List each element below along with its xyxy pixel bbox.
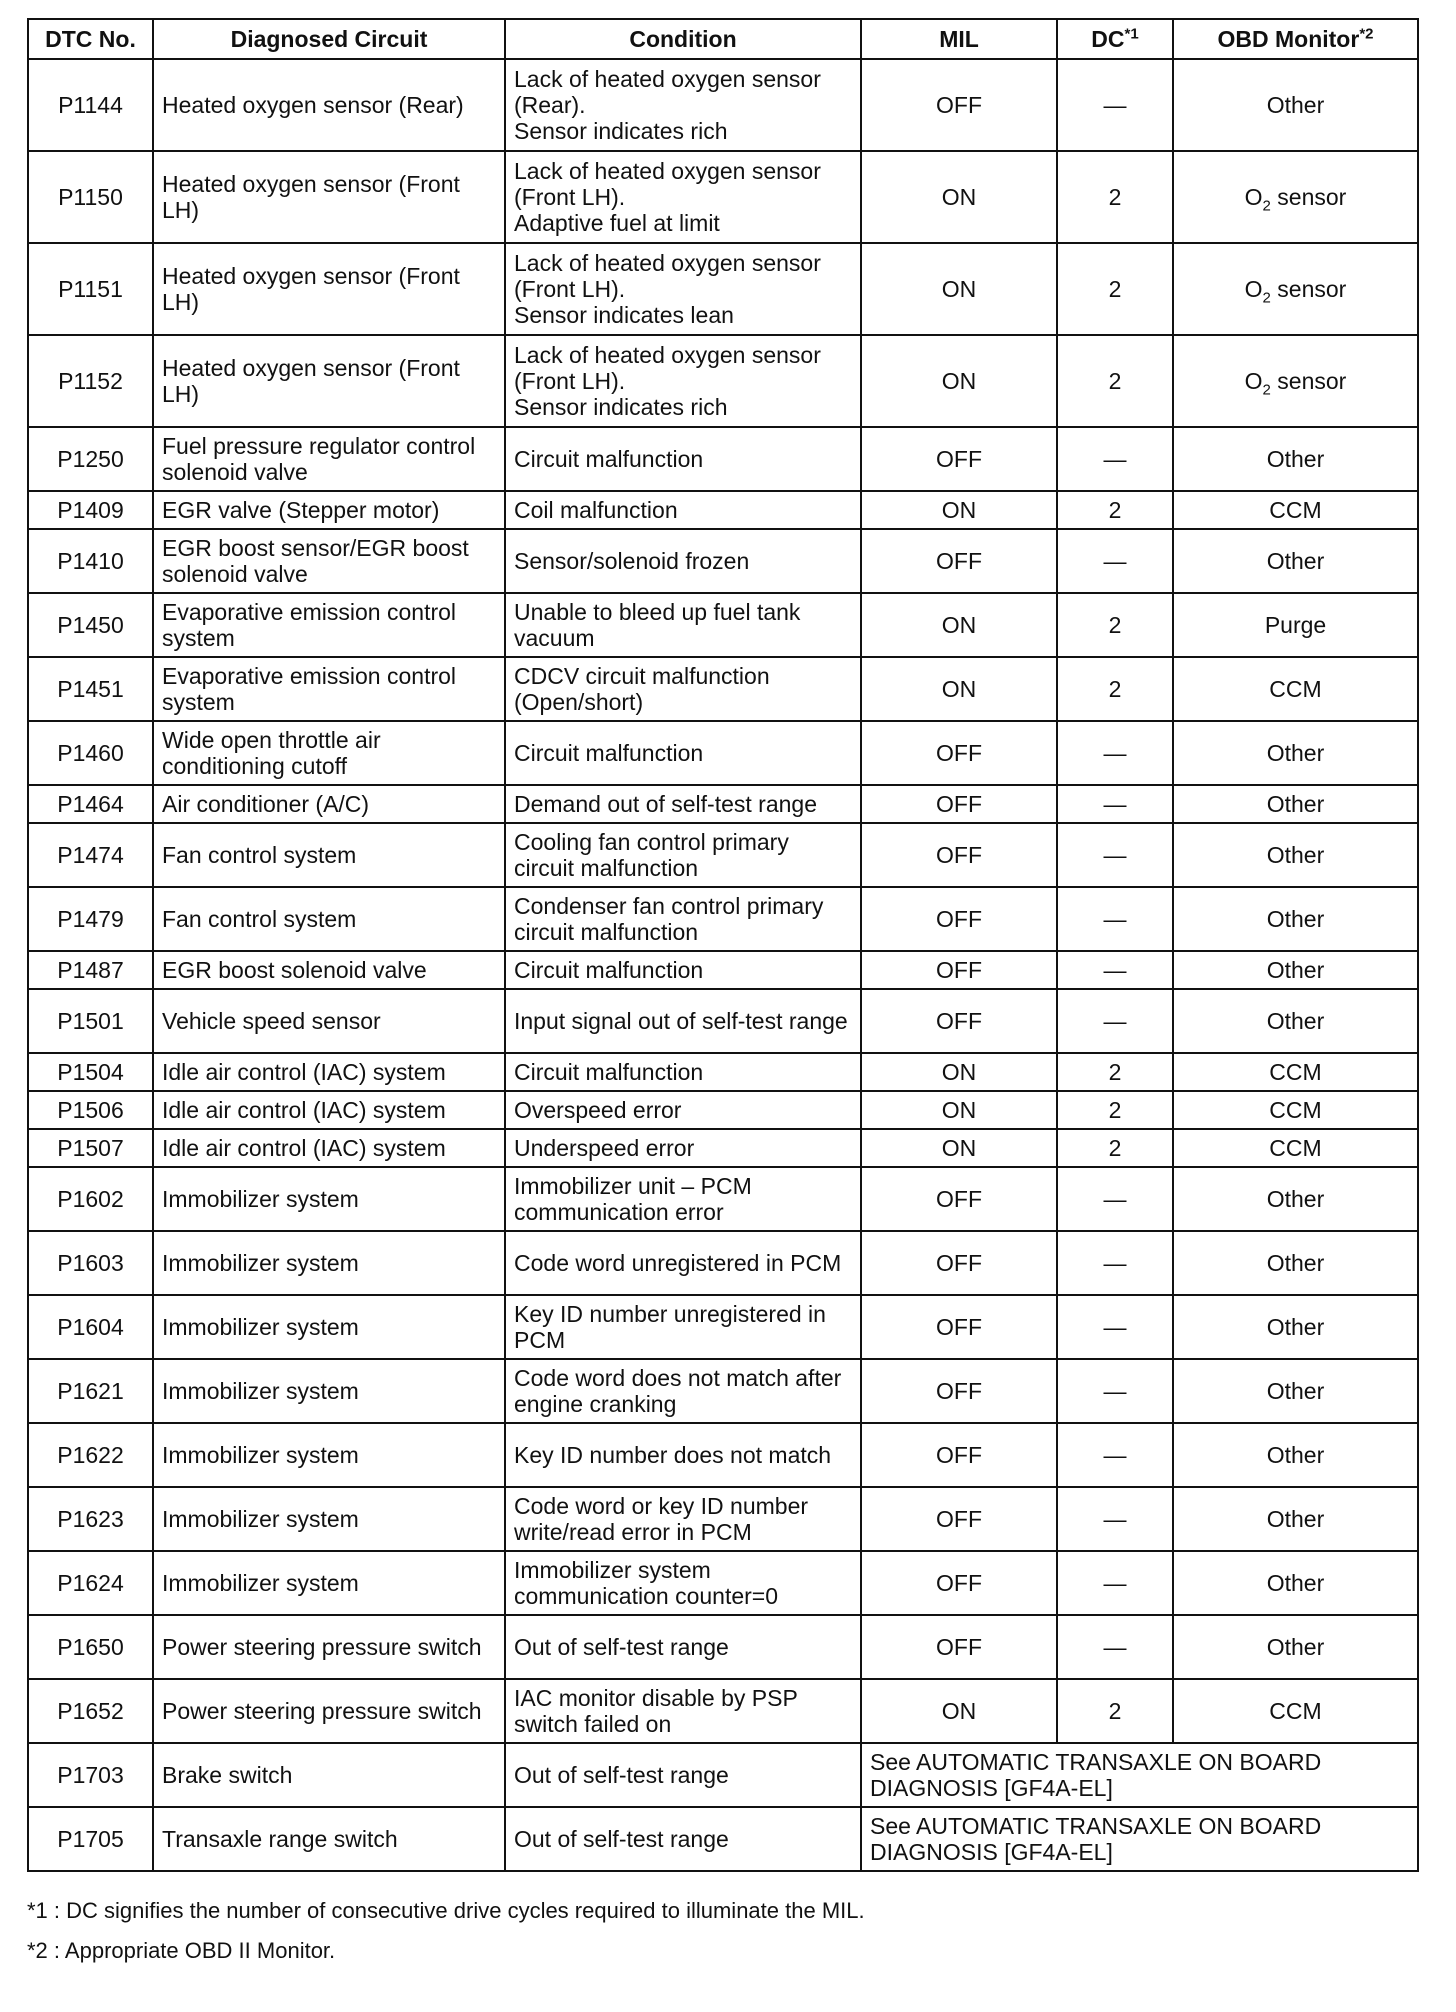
condition-cell (505, 1231, 861, 1295)
dc-cell: 2 (1057, 151, 1173, 243)
condition-cell (505, 1551, 861, 1615)
mil-cell: ON (861, 151, 1057, 243)
obd-monitor-text: CCM (1269, 1698, 1322, 1724)
header-circuit: Diagnosed Circuit (153, 19, 505, 59)
obd-monitor-text: Other (1266, 1378, 1325, 1404)
diagnosed-circuit-cell: Idle air control (IAC) system (153, 1129, 505, 1167)
mil-cell: ON (861, 1679, 1057, 1743)
obd-monitor-text: Other (1266, 791, 1325, 817)
condition-line: Demand out of self-test range (514, 791, 817, 817)
mil-cell: OFF (861, 1231, 1057, 1295)
dtc-code-cell: P1703 (28, 1743, 153, 1807)
mil-cell: OFF (861, 1167, 1057, 1231)
diagnosed-circuit-cell: Immobilizer system (153, 1231, 505, 1295)
diagnosed-circuit-cell: Vehicle speed sensor (153, 989, 505, 1053)
dtc-code-cell: P1409 (28, 491, 153, 529)
mil-cell: OFF (861, 1615, 1057, 1679)
footnote-2: *2 : Appropriate OBD II Monitor. (27, 1938, 336, 1963)
dtc-code-cell: P1603 (28, 1231, 153, 1295)
diagnosed-circuit-cell: Fan control system (153, 823, 505, 887)
dtc-code-cell: P1144 (28, 59, 153, 151)
dc-cell: — (1057, 989, 1173, 1053)
condition-line: Key ID number unregistered in PCM (514, 1301, 826, 1353)
mil-cell: ON (861, 243, 1057, 335)
table-body (28, 59, 1418, 1871)
obd-monitor-cell (1173, 151, 1418, 243)
condition-cell (505, 1129, 861, 1167)
obd-monitor-text: Other (1266, 1250, 1325, 1276)
dtc-code-cell: P1150 (28, 151, 153, 243)
diagnosed-circuit-cell: Immobilizer system (153, 1487, 505, 1551)
obd-monitor-text: Other (1266, 1506, 1325, 1532)
obd-monitor-cell (1173, 657, 1418, 721)
condition-line: Circuit malfunction (514, 740, 704, 766)
dtc-table (27, 18, 1419, 1872)
table-row (28, 785, 1418, 823)
dtc-code-cell: P1622 (28, 1423, 153, 1487)
header-dtc: DTC No. (28, 19, 153, 59)
condition-cell (505, 657, 861, 721)
table-row (28, 1167, 1418, 1231)
diagnosed-circuit-cell: Wide open throttle air conditioning cutoff (153, 721, 505, 785)
mil-cell: OFF (861, 1551, 1057, 1615)
condition-cell (505, 785, 861, 823)
condition-cell (505, 989, 861, 1053)
diagnosed-circuit-cell: Fuel pressure regulator control solenoid valve (153, 427, 505, 491)
condition-line: Circuit malfunction (514, 1059, 704, 1085)
condition-cell (505, 1423, 861, 1487)
obd-monitor-text: Other (1266, 842, 1325, 868)
condition-cell (505, 1743, 861, 1807)
obd-monitor-text: Other (1266, 906, 1325, 932)
obd-monitor-text: CCM (1269, 1135, 1322, 1161)
mil-cell: ON (861, 593, 1057, 657)
obd-monitor-text: Other (1266, 1634, 1325, 1660)
obd-monitor-text: Other (1266, 1008, 1325, 1034)
diagnosed-circuit-cell: Idle air control (IAC) system (153, 1091, 505, 1129)
obd-monitor-cell (1173, 491, 1418, 529)
condition-line: Code word or key ID number write/read error in PCM (514, 1493, 809, 1545)
obd-monitor-cell (1173, 1053, 1418, 1091)
dc-cell: 2 (1057, 1091, 1173, 1129)
table-row (28, 1091, 1418, 1129)
table-row (28, 1487, 1418, 1551)
diagnosed-circuit-cell: Heated oxygen sensor (Front LH) (153, 243, 505, 335)
obd-monitor-text: O (1244, 276, 1263, 302)
obd-monitor-text: CCM (1269, 1097, 1322, 1123)
obd-monitor-subscript: 2 (1262, 289, 1271, 307)
condition-cell (505, 1807, 861, 1871)
diagnosed-circuit-cell: Immobilizer system (153, 1423, 505, 1487)
header-condition: Condition (505, 19, 861, 59)
dc-cell: — (1057, 1551, 1173, 1615)
dc-cell: 2 (1057, 335, 1173, 427)
condition-cell (505, 1167, 861, 1231)
dc-cell: 2 (1057, 491, 1173, 529)
condition-cell (505, 1359, 861, 1423)
mil-cell: OFF (861, 721, 1057, 785)
diagnosed-circuit-cell: Brake switch (153, 1743, 505, 1807)
condition-line: Lack of heated oxygen sensor (Front LH). (514, 158, 821, 210)
dtc-code-cell: P1250 (28, 427, 153, 491)
table-row (28, 1359, 1418, 1423)
condition-cell (505, 1487, 861, 1551)
table-row (28, 529, 1418, 593)
condition-cell (505, 427, 861, 491)
condition-cell (505, 151, 861, 243)
diagnosed-circuit-cell: Immobilizer system (153, 1167, 505, 1231)
dtc-code-cell: P1451 (28, 657, 153, 721)
condition-line: Overspeed error (514, 1097, 682, 1123)
table-row (28, 427, 1418, 491)
header-dc-footnote-mark: *1 (1124, 25, 1139, 43)
condition-cell (505, 1679, 861, 1743)
mil-cell: OFF (861, 823, 1057, 887)
diagnosed-circuit-cell: Air conditioner (A/C) (153, 785, 505, 823)
condition-line: Adaptive fuel at limit (514, 210, 720, 236)
table-row (28, 887, 1418, 951)
table-row (28, 721, 1418, 785)
dtc-code-cell: P1604 (28, 1295, 153, 1359)
condition-line: Coil malfunction (514, 497, 678, 523)
table-row (28, 951, 1418, 989)
condition-cell (505, 491, 861, 529)
diagnosed-circuit-cell: Heated oxygen sensor (Front LH) (153, 335, 505, 427)
dtc-code-cell: P1624 (28, 1551, 153, 1615)
table-row (28, 657, 1418, 721)
diagnosed-circuit-cell: Heated oxygen sensor (Front LH) (153, 151, 505, 243)
condition-line: Code word unregistered in PCM (514, 1250, 842, 1276)
condition-line: Code word does not match after engine cranking (514, 1365, 842, 1417)
condition-cell (505, 1295, 861, 1359)
footnote-1: *1 : DC signifies the number of consecutive drive cycles required to illuminate the MIL. (27, 1898, 865, 1923)
obd-monitor-suffix: sensor (1270, 368, 1347, 394)
dc-cell: 2 (1057, 243, 1173, 335)
obd-monitor-cell (1173, 529, 1418, 593)
condition-line: Sensor indicates rich (514, 118, 728, 144)
condition-line: Out of self-test range (514, 1762, 729, 1788)
mil-cell: OFF (861, 1423, 1057, 1487)
obd-monitor-text: Other (1266, 740, 1325, 766)
condition-cell (505, 887, 861, 951)
condition-cell (505, 1053, 861, 1091)
condition-line: IAC monitor disable by PSP switch failed on (514, 1685, 798, 1737)
table-row (28, 1129, 1418, 1167)
dc-cell: — (1057, 887, 1173, 951)
header-dc-label: DC (1091, 26, 1125, 52)
dc-cell: 2 (1057, 593, 1173, 657)
diagnosed-circuit-cell: Immobilizer system (153, 1551, 505, 1615)
dtc-code-cell: P1507 (28, 1129, 153, 1167)
condition-line: Unable to bleed up fuel tank vacuum (514, 599, 801, 651)
dc-cell: — (1057, 1167, 1173, 1231)
table-row (28, 335, 1418, 427)
see-reference-cell: See AUTOMATIC TRANSAXLE ON BOARD DIAGNOSIS [GF4A-EL] (861, 1807, 1418, 1871)
diagnosed-circuit-cell: Evaporative emission control system (153, 657, 505, 721)
dc-cell: 2 (1057, 1053, 1173, 1091)
dc-cell: — (1057, 427, 1173, 491)
obd-monitor-cell (1173, 823, 1418, 887)
condition-cell (505, 721, 861, 785)
dc-cell: — (1057, 1359, 1173, 1423)
diagnosed-circuit-cell: Power steering pressure switch (153, 1615, 505, 1679)
header-obd-footnote-mark: *2 (1359, 25, 1374, 43)
obd-monitor-text: Other (1266, 548, 1325, 574)
header-mil: MIL (861, 19, 1057, 59)
condition-cell (505, 335, 861, 427)
dc-cell: 2 (1057, 1129, 1173, 1167)
obd-monitor-text: Other (1266, 1442, 1325, 1468)
condition-line: Cooling fan control primary circuit malfunction (514, 829, 789, 881)
diagnosed-circuit-cell: Immobilizer system (153, 1295, 505, 1359)
diagnosed-circuit-cell: Power steering pressure switch (153, 1679, 505, 1743)
dtc-code-cell: P1650 (28, 1615, 153, 1679)
condition-cell (505, 1615, 861, 1679)
obd-monitor-text: CCM (1269, 676, 1322, 702)
table-row (28, 1423, 1418, 1487)
condition-cell (505, 823, 861, 887)
condition-line: CDCV circuit malfunction (Open/short) (514, 663, 770, 715)
obd-monitor-cell (1173, 721, 1418, 785)
dc-cell: — (1057, 1615, 1173, 1679)
dtc-code-cell: P1151 (28, 243, 153, 335)
obd-monitor-cell (1173, 593, 1418, 657)
dc-cell: — (1057, 721, 1173, 785)
condition-line: Underspeed error (514, 1135, 695, 1161)
dtc-code-cell: P1152 (28, 335, 153, 427)
condition-line: Condenser fan control primary circuit malfunction (514, 893, 824, 945)
condition-cell (505, 243, 861, 335)
condition-cell (505, 593, 861, 657)
dc-cell: — (1057, 1295, 1173, 1359)
mil-cell: OFF (861, 59, 1057, 151)
obd-monitor-cell (1173, 1423, 1418, 1487)
dtc-code-cell: P1506 (28, 1091, 153, 1129)
table-row (28, 1231, 1418, 1295)
obd-monitor-subscript: 2 (1262, 381, 1271, 399)
mil-cell: OFF (861, 989, 1057, 1053)
dc-cell: — (1057, 59, 1173, 151)
dc-cell: — (1057, 823, 1173, 887)
obd-monitor-cell (1173, 59, 1418, 151)
obd-monitor-text: Other (1266, 1314, 1325, 1340)
mil-cell: ON (861, 491, 1057, 529)
obd-monitor-cell (1173, 1359, 1418, 1423)
table-row (28, 243, 1418, 335)
table-row (28, 1743, 1418, 1807)
table-header-row (28, 19, 1418, 59)
obd-monitor-cell (1173, 1231, 1418, 1295)
condition-cell (505, 1091, 861, 1129)
obd-monitor-cell (1173, 427, 1418, 491)
obd-monitor-text: O (1244, 368, 1263, 394)
obd-monitor-text: Other (1266, 957, 1325, 983)
dtc-code-cell: P1621 (28, 1359, 153, 1423)
condition-line: Immobilizer unit – PCM communication error (514, 1173, 752, 1225)
condition-line: Sensor indicates rich (514, 394, 728, 420)
condition-line: Lack of heated oxygen sensor (Front LH). (514, 342, 821, 394)
condition-line: Lack of heated oxygen sensor (Front LH). (514, 250, 821, 302)
obd-monitor-cell (1173, 1295, 1418, 1359)
mil-cell: ON (861, 1091, 1057, 1129)
dtc-code-cell: P1602 (28, 1167, 153, 1231)
obd-monitor-cell (1173, 1487, 1418, 1551)
obd-monitor-text: Other (1266, 1570, 1325, 1596)
condition-line: Circuit malfunction (514, 446, 704, 472)
diagnosed-circuit-cell: Fan control system (153, 887, 505, 951)
obd-monitor-text: O (1244, 184, 1263, 210)
diagnosed-circuit-cell: Evaporative emission control system (153, 593, 505, 657)
obd-monitor-cell (1173, 1091, 1418, 1129)
dtc-code-cell: P1460 (28, 721, 153, 785)
diagnosed-circuit-cell: EGR boost sensor/EGR boost solenoid valve (153, 529, 505, 593)
dc-cell: — (1057, 1487, 1173, 1551)
obd-monitor-text: Other (1266, 446, 1325, 472)
dc-cell: — (1057, 1423, 1173, 1487)
mil-cell: OFF (861, 951, 1057, 989)
dtc-code-cell: P1450 (28, 593, 153, 657)
obd-monitor-cell (1173, 1615, 1418, 1679)
diagnosed-circuit-cell: Transaxle range switch (153, 1807, 505, 1871)
dtc-code-cell: P1479 (28, 887, 153, 951)
condition-line: Out of self-test range (514, 1634, 729, 1660)
mil-cell: OFF (861, 529, 1057, 593)
mil-cell: OFF (861, 887, 1057, 951)
obd-monitor-cell (1173, 1167, 1418, 1231)
dc-cell: 2 (1057, 657, 1173, 721)
obd-monitor-text: CCM (1269, 497, 1322, 523)
obd-monitor-text: Other (1266, 1186, 1325, 1212)
footnotes (27, 1897, 1417, 1977)
dtc-code-cell: P1410 (28, 529, 153, 593)
mil-cell: ON (861, 1129, 1057, 1167)
diagnosed-circuit-cell: EGR boost solenoid valve (153, 951, 505, 989)
mil-cell: OFF (861, 1487, 1057, 1551)
dc-cell: — (1057, 785, 1173, 823)
obd-monitor-cell (1173, 1551, 1418, 1615)
header-dc (1057, 19, 1173, 59)
condition-line: Key ID number does not match (514, 1442, 832, 1468)
mil-cell: OFF (861, 785, 1057, 823)
diagnosed-circuit-cell: Heated oxygen sensor (Rear) (153, 59, 505, 151)
header-obd (1173, 19, 1418, 59)
mil-cell: ON (861, 335, 1057, 427)
mil-cell: OFF (861, 427, 1057, 491)
table-row (28, 1551, 1418, 1615)
dc-cell: — (1057, 529, 1173, 593)
mil-cell: OFF (861, 1359, 1057, 1423)
obd-monitor-cell (1173, 989, 1418, 1053)
table-row (28, 989, 1418, 1053)
table-row (28, 491, 1418, 529)
table-row (28, 1807, 1418, 1871)
condition-cell (505, 529, 861, 593)
condition-line: Immobilizer system communication counter=0 (514, 1557, 779, 1609)
header-obd-label: OBD Monitor (1217, 26, 1360, 52)
obd-monitor-cell (1173, 335, 1418, 427)
obd-monitor-cell (1173, 243, 1418, 335)
condition-line: Circuit malfunction (514, 957, 704, 983)
obd-monitor-text: Purge (1264, 612, 1327, 638)
obd-monitor-cell (1173, 1129, 1418, 1167)
dc-cell: — (1057, 1231, 1173, 1295)
dc-cell: — (1057, 951, 1173, 989)
dtc-code-cell: P1501 (28, 989, 153, 1053)
dc-cell: 2 (1057, 1679, 1173, 1743)
obd-monitor-subscript: 2 (1262, 197, 1271, 215)
dtc-code-cell: P1464 (28, 785, 153, 823)
table-row (28, 59, 1418, 151)
obd-monitor-cell (1173, 785, 1418, 823)
condition-line: Sensor indicates lean (514, 302, 734, 328)
see-reference-cell: See AUTOMATIC TRANSAXLE ON BOARD DIAGNOSIS [GF4A-EL] (861, 1743, 1418, 1807)
mil-cell: OFF (861, 1295, 1057, 1359)
diagnosed-circuit-cell: Immobilizer system (153, 1359, 505, 1423)
table-row (28, 1295, 1418, 1359)
condition-line: Out of self-test range (514, 1826, 729, 1852)
obd-monitor-cell (1173, 1679, 1418, 1743)
condition-line: Input signal out of self-test range (514, 1008, 848, 1034)
table-row (28, 823, 1418, 887)
obd-monitor-suffix: sensor (1270, 276, 1347, 302)
condition-line: Sensor/solenoid frozen (514, 548, 750, 574)
dtc-code-cell: P1474 (28, 823, 153, 887)
mil-cell: ON (861, 657, 1057, 721)
table-row (28, 1679, 1418, 1743)
mil-cell: ON (861, 1053, 1057, 1091)
obd-monitor-text: CCM (1269, 1059, 1322, 1085)
diagnosed-circuit-cell: EGR valve (Stepper motor) (153, 491, 505, 529)
condition-line: Lack of heated oxygen sensor (Rear). (514, 66, 821, 118)
condition-cell (505, 951, 861, 989)
table-row (28, 593, 1418, 657)
obd-monitor-cell (1173, 951, 1418, 989)
table-row (28, 1615, 1418, 1679)
dtc-code-cell: P1504 (28, 1053, 153, 1091)
diagnosed-circuit-cell: Idle air control (IAC) system (153, 1053, 505, 1091)
dtc-code-cell: P1705 (28, 1807, 153, 1871)
dtc-code-cell: P1487 (28, 951, 153, 989)
table-row (28, 151, 1418, 243)
obd-monitor-cell (1173, 887, 1418, 951)
dtc-code-cell: P1652 (28, 1679, 153, 1743)
obd-monitor-text: Other (1266, 92, 1325, 118)
condition-cell (505, 59, 861, 151)
dtc-code-cell: P1623 (28, 1487, 153, 1551)
table-row (28, 1053, 1418, 1091)
obd-monitor-suffix: sensor (1270, 184, 1347, 210)
